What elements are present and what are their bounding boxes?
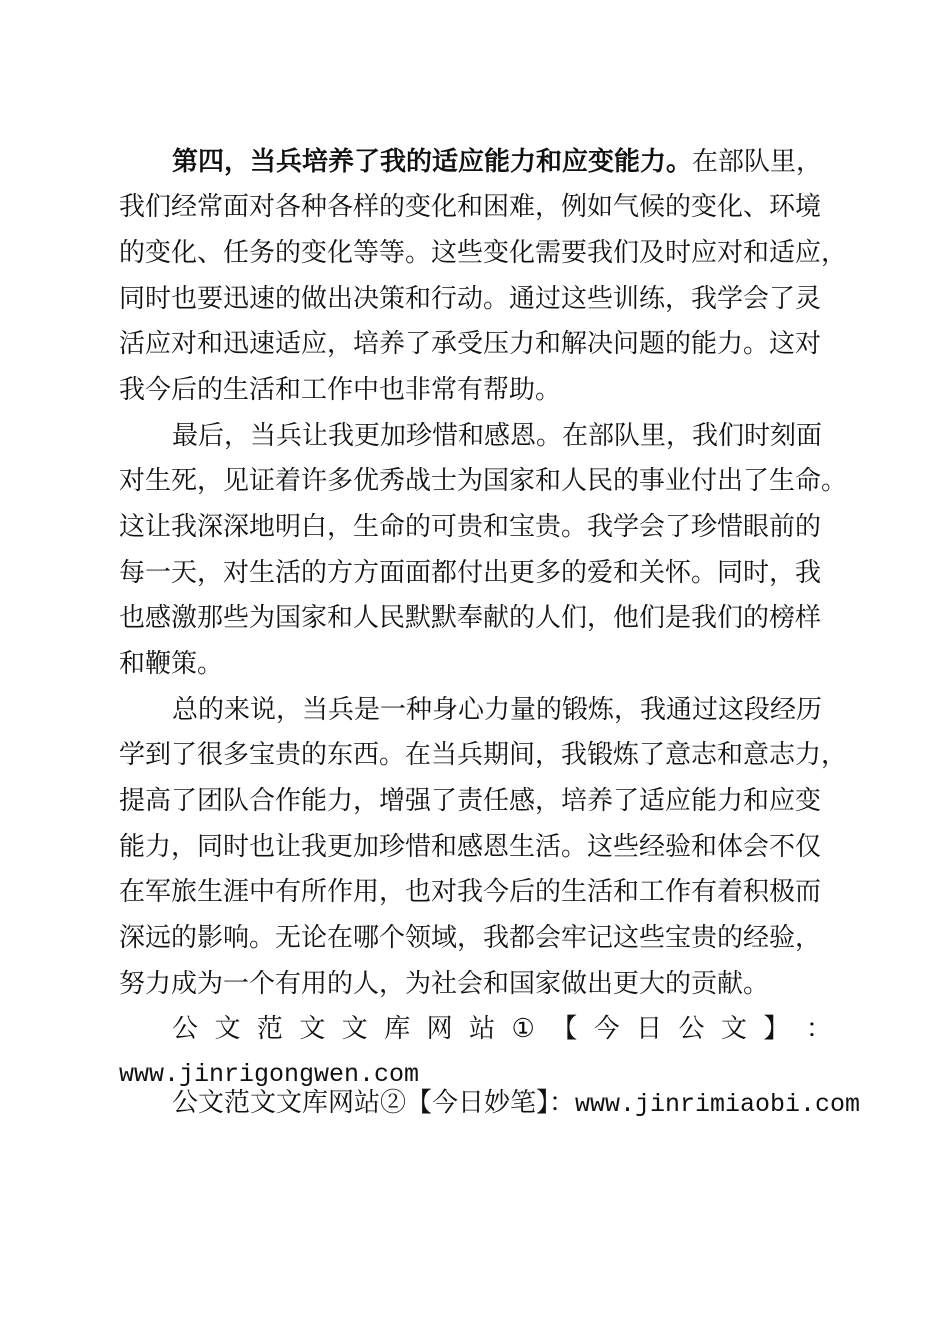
paragraph-2-line-2: 对生死，见证着许多优秀战士为国家和人民的事业付出了生命。 bbox=[119, 466, 848, 496]
footer-site-1-char: 范 bbox=[256, 1014, 283, 1044]
paragraph-1-line-5: 活应对和迅速适应，培养了承受压力和解决问题的能力。这对 bbox=[119, 329, 822, 359]
paragraph-3-line-1: 总的来说，当兵是一种身心力量的锻炼，我通过这段经历 bbox=[172, 695, 823, 725]
footer-site-1-char: 站 bbox=[469, 1014, 496, 1044]
paragraph-1-line-1 bbox=[172, 149, 822, 175]
footer-site-1-char: 文 bbox=[214, 1014, 241, 1044]
paragraph-2-line-5: 也感激那些为国家和人民默默奉献的人们，他们是我们的榜样 bbox=[119, 603, 822, 633]
footer-site-1-char: 公 bbox=[172, 1014, 199, 1044]
paragraph-1-line-6: 我今后的生活和工作中也非常有帮助。 bbox=[119, 375, 562, 405]
footer-site-1-label bbox=[172, 1016, 832, 1042]
footer-site-1-char: 文 bbox=[341, 1014, 368, 1044]
paragraph-2-line-6: 和鞭策。 bbox=[119, 649, 224, 679]
paragraph-3-line-7: 努力成为一个有用的人，为社会和国家做出更大的贡献。 bbox=[119, 969, 770, 999]
footer-site-1-char: 】 bbox=[763, 1014, 790, 1044]
footer-site-1-url[interactable]: www.jinrigongwen.com bbox=[119, 1060, 420, 1089]
paragraph-3-line-2: 学到了很多宝贵的东西。在当兵期间，我锻炼了意志和意志力， bbox=[119, 740, 848, 770]
footer-site-1-char: 库 bbox=[384, 1014, 411, 1044]
paragraph-2-line-4: 每一天，对生活的方方面面都付出更多的爱和关怀。同时，我 bbox=[119, 558, 822, 588]
footer-site-1-char: 公 bbox=[678, 1014, 705, 1044]
paragraph-3-line-3: 提高了团队合作能力，增强了责任感，培养了适应能力和应变 bbox=[119, 786, 822, 816]
footer-site-1-char: 【 bbox=[551, 1014, 578, 1044]
paragraph-3-line-5: 在军旅生涯中有所作用，也对我今后的生活和工作有着积极而 bbox=[119, 877, 822, 907]
footer-site-2-url[interactable]: www.jinrimiaobi.com bbox=[575, 1090, 861, 1119]
footer-site-2 bbox=[172, 1090, 860, 1118]
footer-site-2-label: 公文范文文库网站②【今日妙笔】： bbox=[172, 1088, 576, 1118]
footer-site-1-char: 文 bbox=[720, 1014, 747, 1044]
paragraph-2-line-3: 这让我深深地明白，生命的可贵和宝贵。我学会了珍惜眼前的 bbox=[119, 512, 822, 542]
paragraph-1-line-2: 我们经常面对各种各样的变化和困难，例如气候的变化、环境 bbox=[119, 192, 822, 222]
footer-site-1-char: ① bbox=[511, 1014, 535, 1044]
footer-site-1-char: 网 bbox=[426, 1014, 453, 1044]
footer-site-1-char: 文 bbox=[299, 1014, 326, 1044]
paragraph-1-lead: 第四，当兵培养了我的适应能力和应变能力。 bbox=[172, 147, 693, 177]
footer-site-1-char: 今 bbox=[593, 1014, 620, 1044]
paragraph-3-line-4: 能力，同时也让我更加珍惜和感恩生活。这些经验和体会不仅 bbox=[119, 832, 822, 862]
paragraph-1-line-4: 同时也要迅速的做出决策和行动。通过这些训练，我学会了灵 bbox=[119, 284, 822, 314]
paragraph-1-lead-rest: 在部队里， bbox=[692, 147, 823, 177]
footer-site-1-char: ： bbox=[805, 1014, 832, 1044]
paragraph-1-line-3: 的变化、任务的变化等等。这些变化需要我们及时应对和适应， bbox=[119, 238, 848, 268]
paragraph-2-line-1: 最后，当兵让我更加珍惜和感恩。在部队里，我们时刻面 bbox=[172, 421, 823, 451]
paragraph-3-line-6: 深远的影响。无论在哪个领域，我都会牢记这些宝贵的经验， bbox=[119, 923, 822, 953]
footer-site-1-char: 日 bbox=[636, 1014, 663, 1044]
